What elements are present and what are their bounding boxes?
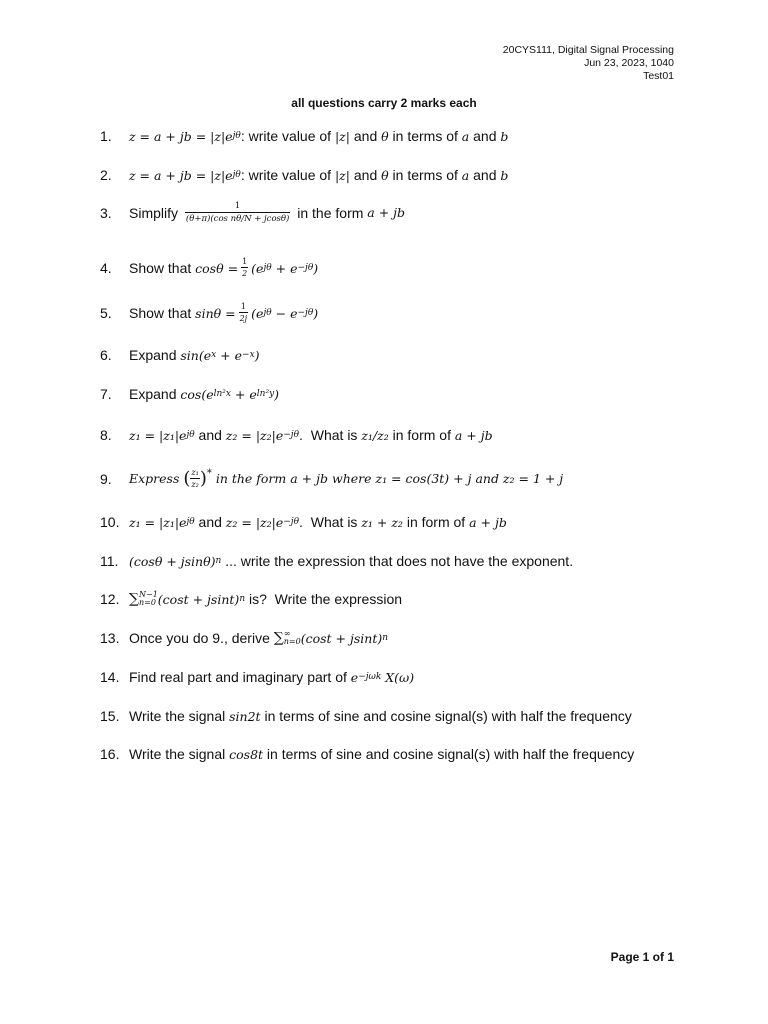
math: θ — [381, 128, 389, 144]
text: and — [194, 427, 226, 443]
question-number: 3. — [100, 204, 112, 221]
sum-upper: N−1 — [139, 590, 158, 599]
math: a + jb — [469, 514, 507, 530]
math-sup: jθ — [186, 517, 195, 527]
math: sinθ = — [195, 305, 236, 321]
text: Expand — [129, 347, 181, 363]
question-5 — [100, 303, 708, 323]
text: and — [349, 128, 382, 144]
math: − e — [271, 305, 298, 321]
course-title: 20CYS111, Digital Signal Processing — [502, 44, 674, 56]
question-11 — [100, 553, 708, 569]
text: where — [328, 471, 376, 486]
math: ) — [313, 260, 319, 276]
fraction — [185, 202, 290, 223]
sum-upper: ∞ — [283, 629, 291, 638]
text: Find real part and imaginary part of — [129, 669, 351, 685]
math: ) — [313, 305, 319, 321]
question-8 — [100, 427, 708, 443]
math-sup: −jθ — [297, 263, 314, 273]
math: + e — [216, 347, 243, 363]
math: sin(e — [180, 347, 212, 363]
document-header — [503, 44, 674, 83]
text: in the form — [211, 471, 291, 486]
math: ) — [254, 347, 260, 363]
math: |z| — [334, 128, 350, 144]
math: z₁ = |z₁|e — [129, 427, 187, 443]
text: and — [349, 167, 382, 183]
question-1 — [100, 128, 708, 144]
fraction-numerator: 1 — [242, 257, 248, 266]
question-number: 1. — [100, 128, 112, 144]
question-6 — [100, 347, 708, 363]
math: . — [298, 427, 303, 443]
math: a + jb — [367, 205, 406, 220]
math: |z| — [334, 167, 350, 183]
math-sup: n — [215, 556, 222, 566]
question-number: 5. — [100, 305, 112, 321]
text: What is — [302, 514, 362, 530]
text: Show that — [129, 305, 196, 321]
math: cosθ = — [195, 260, 239, 276]
math: (e — [251, 260, 264, 276]
sum-limits — [139, 591, 158, 607]
math: a + jb — [454, 427, 493, 443]
text: : write value of — [240, 128, 335, 144]
question-number: 4. — [100, 260, 112, 276]
math: a — [461, 128, 470, 144]
text: Simplify — [129, 204, 182, 221]
fraction-denominator: z₂ — [191, 479, 199, 489]
question-number: 2. — [100, 167, 112, 183]
math: sin2t — [229, 708, 261, 724]
math-sup: n — [382, 633, 389, 643]
question-16 — [100, 746, 708, 762]
math-sup: −x — [242, 350, 255, 360]
math-sup: ln²y — [256, 389, 275, 399]
math: b — [500, 167, 509, 183]
math: (cost + jsint) — [300, 630, 383, 646]
math: z = a + jb = |z|e — [129, 167, 233, 183]
question-number: 7. — [100, 386, 112, 402]
text: in terms of — [388, 167, 462, 183]
math-sup: * — [206, 468, 212, 479]
fraction — [241, 258, 248, 278]
question-14 — [100, 669, 708, 685]
math-sup: ln²x — [213, 389, 231, 399]
text: in terms of sine and cosine signal(s) with half the frequency — [260, 708, 632, 724]
math-sup: jθ — [263, 308, 272, 318]
math: (cosθ + jsinθ) — [129, 553, 216, 569]
fraction-denominator: 2 — [242, 269, 248, 278]
sum-symbol: ∑ — [129, 591, 139, 607]
math: cos8t — [229, 746, 264, 762]
math: z₁ = |z₁|e — [129, 514, 187, 530]
text: What is — [302, 427, 362, 443]
question-number: 15. — [100, 708, 120, 724]
fraction-numerator: z₁ — [191, 467, 199, 477]
exam-date: Jun 23, 2023, 1040 — [584, 57, 674, 69]
math: z₂ = 1 + j — [502, 471, 564, 486]
sum-limits — [284, 630, 301, 646]
text: in form of — [388, 427, 455, 443]
marks-note: all questions carry 2 marks each — [291, 96, 477, 110]
text: and — [469, 128, 501, 144]
math-sup: jθ — [186, 430, 195, 440]
text: Expand — [129, 386, 181, 402]
question-number: 11. — [100, 553, 119, 569]
math: (e — [251, 305, 264, 321]
paren-right: ) — [199, 468, 207, 489]
question-13 — [100, 630, 708, 646]
math: . — [298, 514, 303, 530]
text: ... write the expression that does not have the exponent. — [221, 553, 574, 569]
sum-lower: n=0 — [139, 598, 156, 607]
text: and — [471, 471, 503, 486]
question-number: 8. — [100, 427, 112, 443]
text: in terms of sine and cosine signal(s) with half the frequency — [263, 746, 635, 762]
math: X(ω) — [381, 669, 415, 685]
question-number: 13. — [100, 630, 120, 646]
math-sup: −jθ — [283, 517, 299, 527]
question-number: 14. — [100, 669, 120, 685]
question-4 — [100, 258, 708, 278]
text: Express — [129, 471, 184, 486]
question-number: 16. — [100, 746, 120, 762]
math: a — [461, 167, 470, 183]
math-sup: −jωk — [358, 672, 382, 682]
fraction-denominator: (θ+π)(cos nθ/N + jcosθ) — [185, 213, 290, 224]
text: in the form — [293, 204, 368, 221]
text: in terms of — [388, 128, 462, 144]
fraction-numerator: 1 — [234, 201, 241, 211]
math-sup: jθ — [263, 263, 272, 273]
math: e — [350, 669, 359, 685]
question-10 — [100, 514, 708, 530]
text: : write value of — [240, 167, 335, 183]
math-sup: jθ — [232, 170, 241, 180]
question-9 — [100, 468, 708, 489]
question-3 — [100, 202, 708, 223]
fraction-denominator: 2j — [239, 314, 248, 323]
text: Write the signal — [129, 746, 230, 762]
question-number: 10. — [100, 514, 120, 530]
math: a + jb — [290, 471, 329, 486]
math-sup: x — [211, 350, 217, 360]
math-sup: −jθ — [297, 308, 314, 318]
paren-left: ( — [183, 468, 191, 489]
math: ) — [274, 386, 280, 402]
math: (cost + jsint) — [157, 591, 240, 607]
math-sup: −jθ — [283, 430, 299, 440]
question-12 — [100, 591, 708, 607]
math: z₂ = |z₂|e — [225, 514, 284, 530]
question-7 — [100, 386, 708, 402]
question-15 — [100, 708, 708, 724]
math: z = a + jb = |z|e — [129, 128, 233, 144]
question-number: 6. — [100, 347, 112, 363]
text: and — [469, 167, 501, 183]
math: θ — [381, 167, 389, 183]
fraction — [239, 303, 249, 323]
page-number: Page 1 of 1 — [610, 950, 674, 964]
question-number: 9. — [100, 470, 112, 487]
sum-symbol: ∑ — [273, 630, 284, 646]
math: z₁ = cos(3t) + j — [375, 471, 472, 486]
sum-lower: n=0 — [283, 637, 301, 646]
test-name: Test01 — [643, 70, 674, 82]
math: + e — [230, 386, 257, 402]
text: and — [194, 514, 226, 530]
math: z₂ = |z₂|e — [225, 427, 284, 443]
math: + e — [271, 260, 298, 276]
text: Write the signal — [129, 708, 230, 724]
question-number: 12. — [100, 591, 120, 607]
text: Show that — [129, 260, 196, 276]
math: z₁/z₂ — [361, 427, 389, 443]
fraction-numerator: 1 — [240, 302, 246, 311]
text: is? Write the expression — [245, 591, 403, 607]
math-sup: n — [239, 594, 246, 604]
text: in form of — [402, 514, 470, 530]
math: b — [500, 128, 509, 144]
fraction — [190, 469, 199, 489]
question-2 — [100, 167, 708, 183]
text: Once you do 9., derive — [129, 630, 274, 646]
math: cos(e — [180, 386, 214, 402]
math-sup: jθ — [232, 131, 241, 141]
math: z₁ + z₂ — [361, 514, 403, 530]
